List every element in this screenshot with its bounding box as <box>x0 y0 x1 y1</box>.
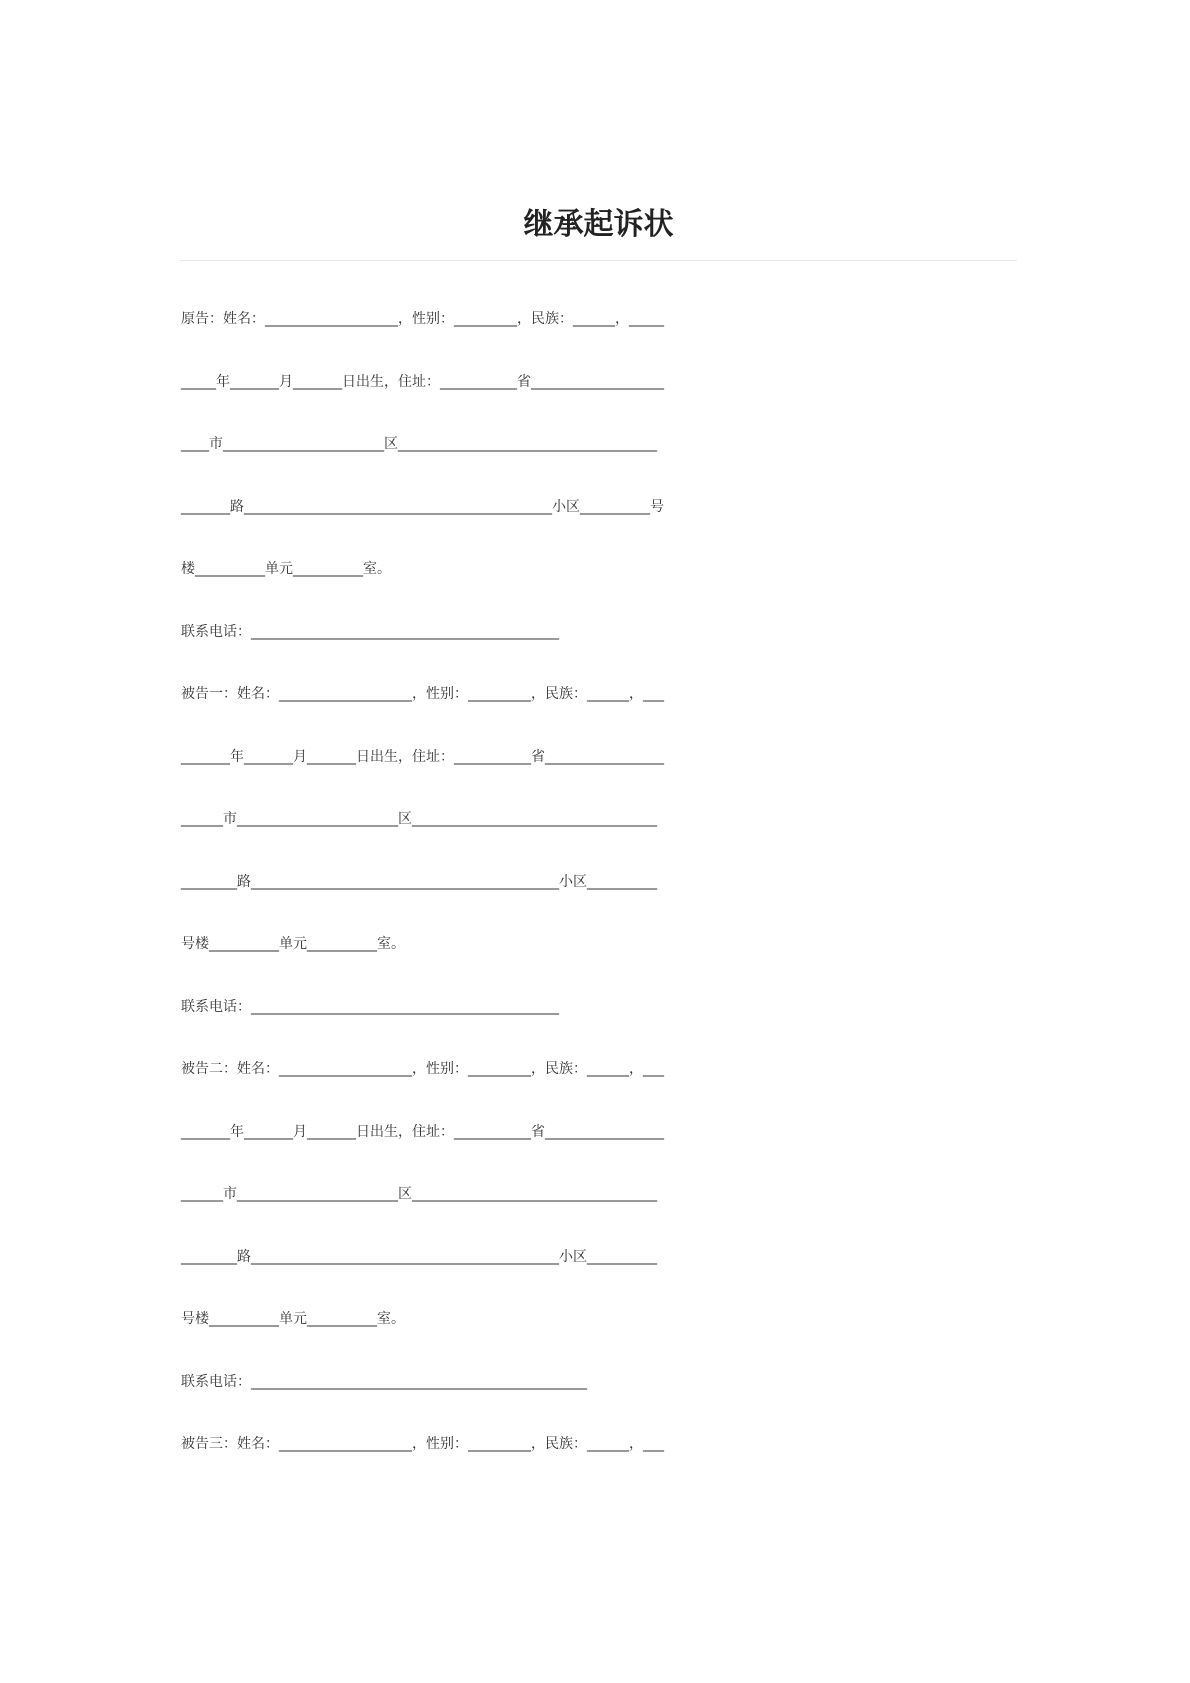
plaintiff-info-line-2: _____年_______月_______日出生，住址：___________省___________________ <box>181 373 664 390</box>
plaintiff-info-line-4: _______路____________________________________________小区__________号 <box>181 498 664 515</box>
plaintiff-info-line-5: 楼__________单元__________室。 <box>181 561 391 577</box>
defendant1-info-line-1: 被告一：姓名：___________________，性别：_________，民族：______，___ <box>181 686 664 702</box>
defendant1-info-line-4: ________路____________________________________________小区__________ <box>181 873 657 890</box>
defendant1-info-line-3: ______市_______________________区___________________________________ <box>181 811 657 827</box>
defendant2-info-line-5: 号楼__________单元__________室。 <box>181 1311 405 1327</box>
title-divider <box>180 260 1017 261</box>
document-title: 继承起诉状 <box>523 207 674 242</box>
plaintiff-info-line-3: ____市_______________________区_____________________________________ <box>181 436 657 452</box>
plaintiff-info-line-1: 原告：姓名：___________________，性别：_________，民族：______，_____ <box>181 311 664 327</box>
defendant3-info-line-1: 被告三：姓名：___________________，性别：_________，民族：______，___ <box>181 1436 664 1452</box>
defendant2-info-line-2: _______年_______月_______日出生，住址：___________省_________________ <box>181 1123 664 1140</box>
defendant2-info-line-1: 被告二：姓名：___________________，性别：_________，民族：______，___ <box>181 1061 664 1077</box>
defendant2-info-line-4: ________路____________________________________________小区__________ <box>181 1248 657 1265</box>
defendant2-info-line-3: ______市_______________________区___________________________________ <box>181 1186 657 1202</box>
document-body <box>181 297 1041 1485</box>
defendant1-phone-line: 联系电话：____________________________________________ <box>181 998 559 1015</box>
defendant1-info-line-2: _______年_______月_______日出生，住址：___________省_________________ <box>181 748 664 765</box>
defendant2-phone-line: 联系电话：________________________________________________ <box>181 1373 587 1390</box>
plaintiff-phone-line: 联系电话：____________________________________________ <box>181 623 559 640</box>
defendant1-info-line-5: 号楼__________单元__________室。 <box>181 936 405 952</box>
